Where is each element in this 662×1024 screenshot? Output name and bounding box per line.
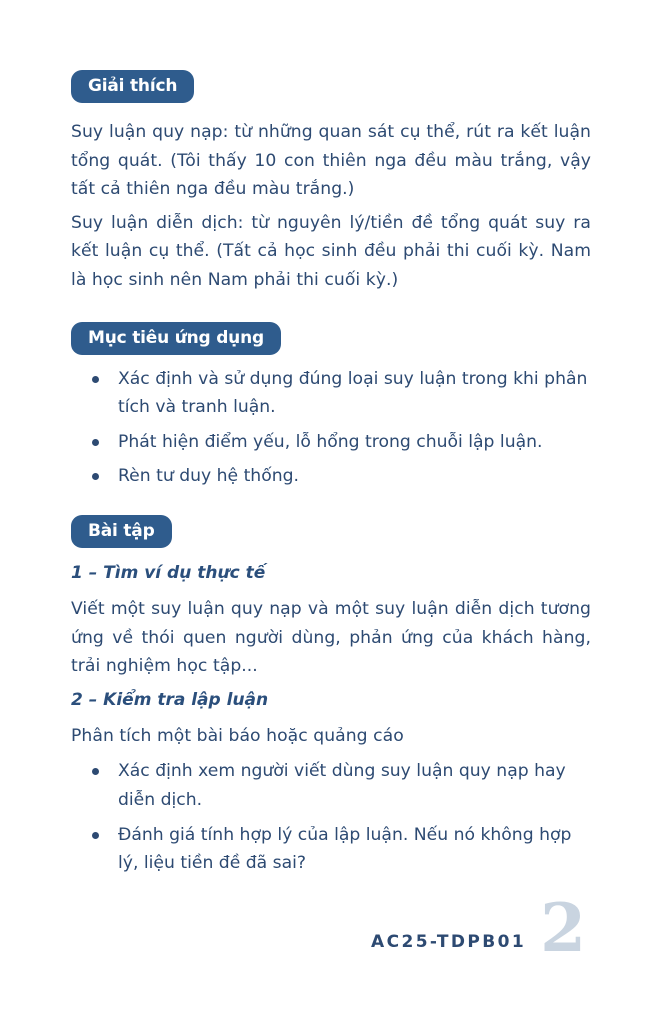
page-footer	[371, 889, 586, 967]
list-item	[71, 757, 591, 814]
exercise-2-text: Phân tích một bài báo hoặc quảng cáo	[71, 725, 404, 746]
exercises-badge: Bài tập	[71, 515, 172, 548]
exercise-1-text: Viết một suy luận quy nạp và một suy luận diễn dịch tương ứng về thói quen người dùng, phản ứng của khách hàng, trải nghiệm học tập...	[71, 598, 591, 677]
document-code: AC25-TDPB01	[371, 932, 527, 952]
list-item	[71, 462, 591, 491]
goals-section	[71, 322, 591, 491]
page-number: 2	[540, 889, 586, 967]
list-item-text: Xác định xem người viết dùng suy luận quy nạp hay diễn dịch.	[118, 761, 566, 810]
list-item-text: Đánh giá tính hợp lý của lập luận. Nếu nó không hợp lý, liệu tiền đề đã sai?	[118, 824, 572, 874]
exercise-1-heading: 1 – Tìm ví dụ thực tế	[71, 562, 266, 583]
bullet-icon	[92, 832, 99, 839]
explanation-section	[71, 70, 591, 295]
list-item-text: Rèn tư duy hệ thống.	[118, 466, 299, 487]
list-item	[71, 365, 591, 422]
bullet-icon	[92, 376, 99, 383]
bullet-icon	[92, 473, 99, 480]
bullet-icon	[92, 768, 99, 775]
exercise-2-heading: 2 – Kiểm tra lập luận	[71, 689, 269, 710]
explanation-badge: Giải thích	[71, 70, 194, 103]
exercise-2-list	[71, 757, 591, 877]
document-page	[71, 70, 591, 878]
list-item	[71, 428, 591, 457]
list-item-text: Phát hiện điểm yếu, lỗ hổng trong chuỗi lập luận.	[118, 431, 543, 452]
goals-badge: Mục tiêu ứng dụng	[71, 322, 281, 355]
deductive-reasoning-paragraph: Suy luận diễn dịch: từ nguyên lý/tiền đề tổng quát suy ra kết luận cụ thể. (Tất cả học sinh đều phải thi cuối kỳ. Nam là học sinh nên Nam phải thi cuối kỳ.)	[71, 212, 591, 290]
list-item	[71, 821, 591, 878]
goals-list	[71, 365, 591, 491]
exercises-section	[71, 515, 591, 878]
inductive-reasoning-paragraph: Suy luận quy nạp: từ những quan sát cụ thể, rút ra kết luận tổng quát. (Tôi thấy 10 con thiên nga đều màu trắng, vậy tất cả thiên nga đều màu trắng.)	[71, 122, 591, 200]
bullet-icon	[92, 439, 99, 446]
list-item-text: Xác định và sử dụng đúng loại suy luận trong khi phân tích và tranh luận.	[118, 368, 588, 418]
